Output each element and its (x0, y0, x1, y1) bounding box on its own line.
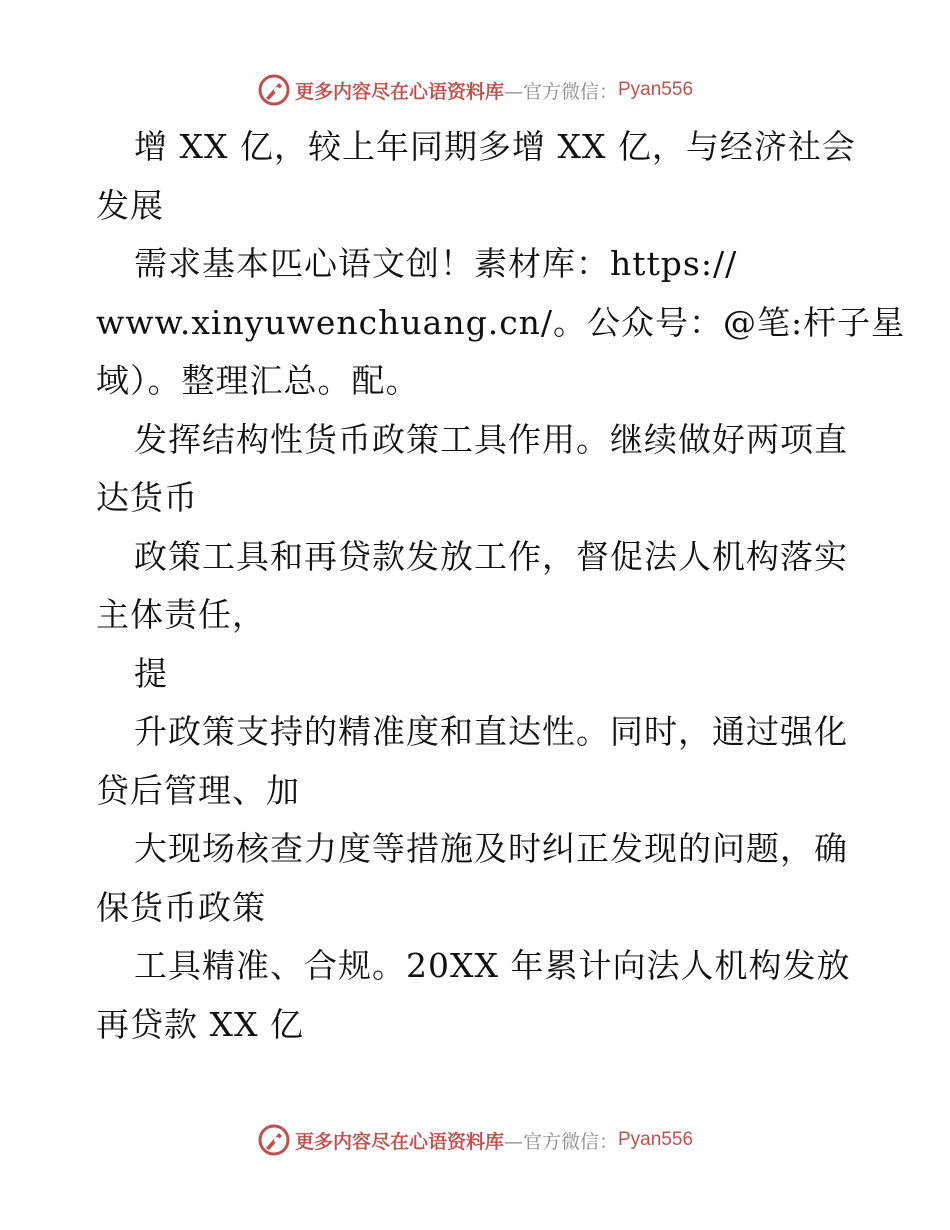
body-line: 域）。整理汇总。配。 (96, 361, 420, 400)
body-line: 政策工具和再贷款发放工作，督促法人机构落实 (134, 536, 848, 576)
body-line: 贷后管理、加 (96, 770, 300, 810)
body-line: 需求基本匹心语文创！素材库：https:// (134, 244, 738, 283)
body-line: 大现场核查力度等措施及时纠正发现的问题，确 (134, 829, 848, 868)
body-line: 达货币 (96, 478, 198, 517)
body-line: 发挥结构性货币政策工具作用。继续做好两项直 (134, 419, 848, 459)
body-line: 保货币政策 (96, 887, 266, 927)
header-banner-main-text: 更多内容尽在心语资料库 (294, 80, 504, 103)
body-line: 发展 (96, 185, 164, 225)
header-banner-wechat-id: Pyan556 (618, 79, 694, 100)
footer-banner-wechat-id: Pyan556 (618, 1129, 694, 1150)
body-line: 升政策支持的精准度和直达性。同时，通过强化 (134, 712, 848, 751)
pen-logo-icon (257, 1123, 291, 1157)
footer-banner-main-text: 更多内容尽在心语资料库 (294, 1130, 504, 1153)
body-line: 再贷款 XX 亿 (96, 1004, 304, 1044)
pen-logo-icon (257, 73, 291, 107)
body-line: www.xinyuwenchuang.cn/。公众号：@笔:杆子星 (96, 302, 906, 342)
body-line: 增 XX 亿，较上年同期多增 XX 亿，与经济社会 (134, 127, 856, 166)
footer-banner (0, 1120, 950, 1160)
footer-banner-sub-text: —官方微信： (503, 1130, 618, 1153)
header-banner-sub-text: —官方微信： (503, 80, 618, 103)
header-banner (0, 70, 950, 110)
document-body (96, 118, 906, 1054)
body-line: 提 (134, 653, 168, 693)
body-line: 主体责任， (96, 595, 266, 634)
body-line: 工具精准、合规。20XX 年累计向法人机构发放 (134, 946, 851, 985)
